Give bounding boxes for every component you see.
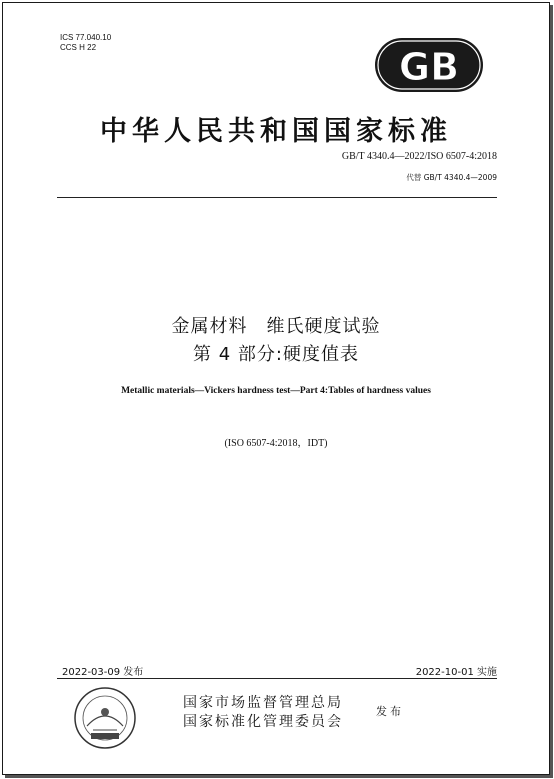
official-seal-icon xyxy=(73,686,137,750)
title-zh-line1: 金属材料 维氏硬度试验 xyxy=(171,316,381,337)
replaces-standard: 代替 GB/T 4340.4—2009 xyxy=(406,173,497,182)
standard-cover-page xyxy=(2,2,550,775)
ccs-code: CCS H 22 xyxy=(60,43,97,52)
classification-codes xyxy=(60,33,111,53)
bottom-divider xyxy=(57,678,497,679)
gb-logo-text: GB xyxy=(398,45,460,89)
issue-word: 发布 xyxy=(376,705,404,718)
iso-reference: (ISO 6507-4:2018，IDT) xyxy=(224,438,328,449)
main-title: 中华人民共和国国家标准 xyxy=(100,116,452,147)
publish-date: 2022-03-09 发布 xyxy=(62,667,144,678)
top-divider xyxy=(57,197,497,198)
issuing-authorities xyxy=(183,694,343,732)
implement-date: 2022-10-01 实施 xyxy=(415,667,497,678)
standard-number: GB/T 4340.4—2022/ISO 6507-4:2018 xyxy=(341,151,497,162)
title-zh-line2: 第 4 部分:硬度值表 xyxy=(193,344,359,365)
ics-code: ICS 77.040.10 xyxy=(60,33,112,42)
gb-standard-logo xyxy=(374,37,484,93)
issuer-line2: 国家标准化管理委员会 xyxy=(183,714,343,730)
title-en: Metallic materials—Vickers hardness test—Part 4:Tables of hardness values xyxy=(121,386,431,396)
issuer-line1: 国家市场监督管理总局 xyxy=(183,695,343,711)
